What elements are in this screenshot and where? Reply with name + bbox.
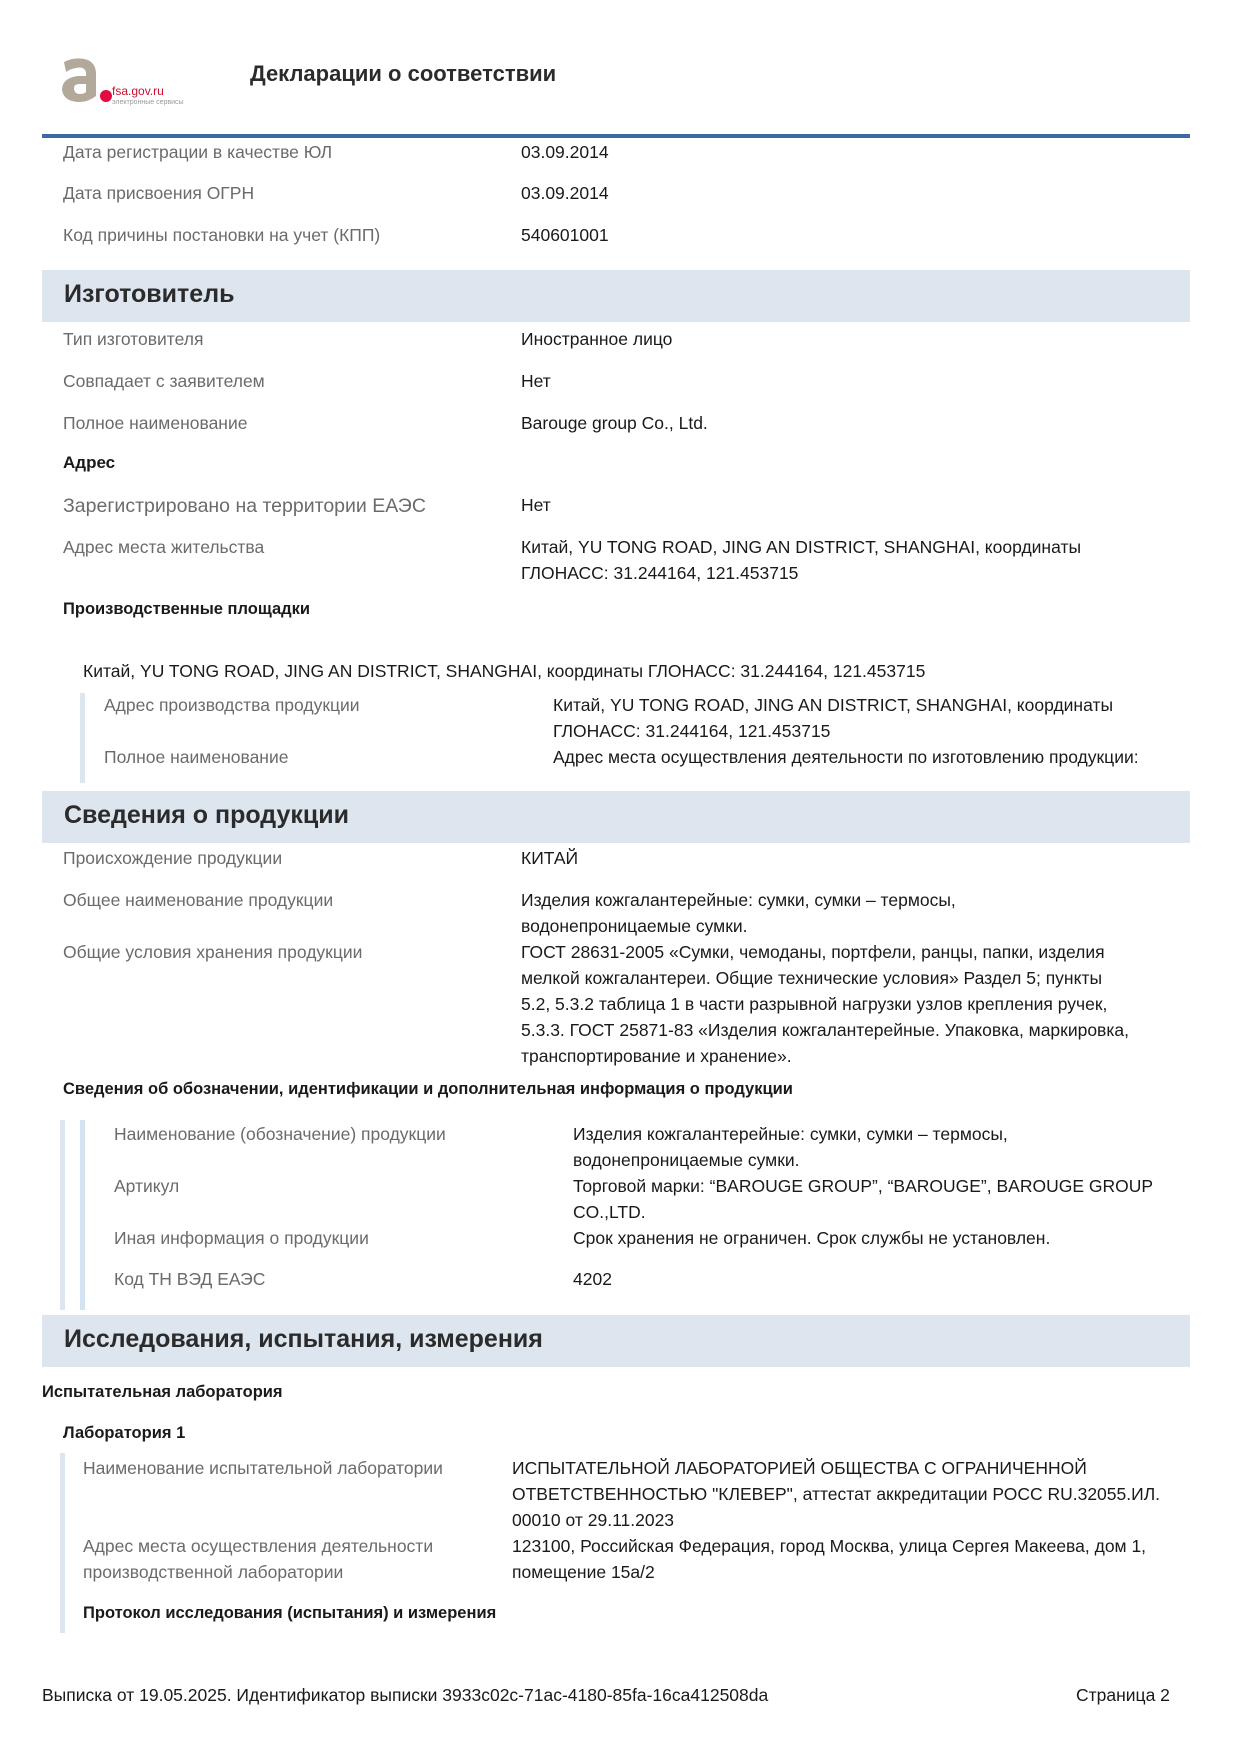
address-heading: Адрес	[63, 453, 116, 472]
field-label: Код причины постановки на учет (КПП)	[63, 225, 381, 245]
field-label: Артикул	[114, 1176, 180, 1196]
field-label: Общие условия хранения продукции	[63, 942, 363, 962]
field-value-line: ГОСТ 28631-2005 «Сумки, чемоданы, портфели, ранцы, папки, изделия	[521, 942, 1105, 962]
field-label: Дата присвоения ОГРН	[63, 183, 255, 203]
extract-info: Выписка от 19.05.2025. Идентификатор выписки 3933c02c-71ac-4180-85fa-16ca412508da	[42, 1685, 769, 1705]
identification-inner-bar	[80, 1120, 85, 1310]
field-value-line: 5.3.3. ГОСТ 25871-83 «Изделия кожгалантерейные. Упаковка, маркировка,	[521, 1020, 1129, 1040]
logo-url: fsa.gov.ru	[112, 84, 164, 98]
field-label: Код ТН ВЭД ЕАЭС	[114, 1269, 266, 1289]
field-value-line: 123100, Российская Федерация, город Москва, улица Сергея Макеева, дом 1,	[512, 1536, 1147, 1556]
field-label: Адрес производства продукции	[104, 695, 360, 715]
field-value-line: Торговой марки: “BAROUGE GROUP”, “BAROUGE”, BAROUGE GROUP	[573, 1176, 1154, 1196]
lab-group-bar	[60, 1453, 65, 1633]
field-label: Полное наименование	[104, 747, 289, 767]
field-label: Зарегистрировано на территории ЕАЭС	[63, 495, 426, 517]
section-header-product	[42, 791, 1190, 843]
protocol-heading: Протокол исследования (испытания) и измерения	[83, 1604, 497, 1622]
field-label: Иная информация о продукции	[114, 1228, 369, 1248]
field-value: Срок хранения не ограничен. Срок службы не установлен.	[573, 1228, 1051, 1248]
fsa-logo	[58, 56, 208, 112]
field-label: Общее наименование продукции	[63, 890, 334, 910]
field-value-line: водонепроницаемые сумки.	[521, 916, 748, 936]
lab-section-heading: Испытательная лаборатория	[42, 1383, 283, 1401]
field-value-line: Китай, YU TONG ROAD, JING AN DISTRICT, SHANGHAI, координаты	[553, 695, 1114, 715]
field-label: Происхождение продукции	[63, 848, 283, 868]
document-title: Декларации о соответствии	[250, 61, 557, 86]
fsa-logo-mark-icon	[58, 56, 114, 104]
lab-title: Лаборатория 1	[63, 1424, 186, 1442]
field-value-line: ГЛОНАСС: 31.244164, 121.453715	[553, 721, 831, 741]
production-site-summary: Китай, YU TONG ROAD, JING AN DISTRICT, SHANGHAI, координаты ГЛОНАСС: 31.244164, 121.453715	[83, 661, 926, 681]
field-value-line: помещение 15а/2	[512, 1562, 655, 1582]
identification-heading: Сведения об обозначении, идентификации и дополнительная информация о продукции	[63, 1080, 793, 1098]
identification-outer-bar	[60, 1120, 65, 1310]
field-label: Тип изготовителя	[63, 329, 204, 349]
field-value-line: 5.2, 5.3.2 таблица 1 в части разрывной нагрузки узлов крепления ручек,	[521, 994, 1108, 1014]
section-title: Исследования, испытания, измерения	[64, 1325, 543, 1353]
logo-subtitle: электронные сервисы	[112, 99, 184, 106]
field-label-line: производственной лаборатории	[83, 1562, 344, 1582]
section-title: Изготовитель	[64, 280, 235, 308]
section-header-research	[42, 1315, 1190, 1367]
field-label: Адрес места жительства	[63, 537, 265, 557]
field-value: 4202	[573, 1269, 612, 1289]
field-value-line: ГЛОНАСС: 31.244164, 121.453715	[521, 563, 799, 583]
field-value-line: ОТВЕТСТВЕННОСТЬЮ "КЛЕВЕР", аттестат аккредитации РОСС RU.32055.ИЛ.	[512, 1484, 1161, 1504]
field-label: Совпадает с заявителем	[63, 371, 265, 391]
field-value: Адрес места осуществления деятельности по изготовлению продукции:	[553, 747, 1139, 767]
field-value: 03.09.2014	[521, 183, 609, 203]
field-value-line: мелкой кожгалантереи. Общие технические условия» Раздел 5; пункты	[521, 968, 1103, 988]
field-value-line: Изделия кожгалантерейные: сумки, сумки – термосы,	[521, 890, 956, 910]
field-value-line: CO.,LTD.	[573, 1202, 646, 1222]
field-value-line: 00010 от 29.11.2023	[512, 1510, 675, 1530]
header-divider	[42, 134, 1190, 138]
section-title: Сведения о продукции	[64, 801, 349, 829]
field-value: Иностранное лицо	[521, 329, 673, 349]
field-label: Наименование (обозначение) продукции	[114, 1124, 446, 1144]
field-value: Нет	[521, 495, 551, 515]
field-value: 540601001	[521, 225, 609, 245]
page-header	[0, 0, 1240, 140]
field-label: Дата регистрации в качестве ЮЛ	[63, 142, 333, 162]
field-value: Нет	[521, 371, 551, 391]
section-header-manufacturer	[42, 270, 1190, 322]
production-sites-heading: Производственные площадки	[63, 600, 311, 618]
field-value: 03.09.2014	[521, 142, 609, 162]
field-label: Наименование испытательной лаборатории	[83, 1458, 443, 1478]
field-value-line: транспортирование и хранение».	[521, 1046, 792, 1066]
production-site-group-bar	[80, 693, 85, 783]
field-value: КИТАЙ	[521, 848, 579, 868]
page-number: Страница 2	[1076, 1685, 1170, 1705]
field-value: Barouge group Co., Ltd.	[521, 413, 708, 433]
field-label: Полное наименование	[63, 413, 248, 433]
field-value-line: Китай, YU TONG ROAD, JING AN DISTRICT, SHANGHAI, координаты	[521, 537, 1082, 557]
field-label-line: Адрес места осуществления деятельности	[83, 1536, 434, 1556]
field-value-line: ИСПЫТАТЕЛЬНОЙ ЛАБОРАТОРИЕЙ ОБЩЕСТВА С ОГРАНИЧЕННОЙ	[512, 1458, 1087, 1478]
field-value-line: Изделия кожгалантерейные: сумки, сумки – термосы,	[573, 1124, 1008, 1144]
field-value-line: водонепроницаемые сумки.	[573, 1150, 800, 1170]
